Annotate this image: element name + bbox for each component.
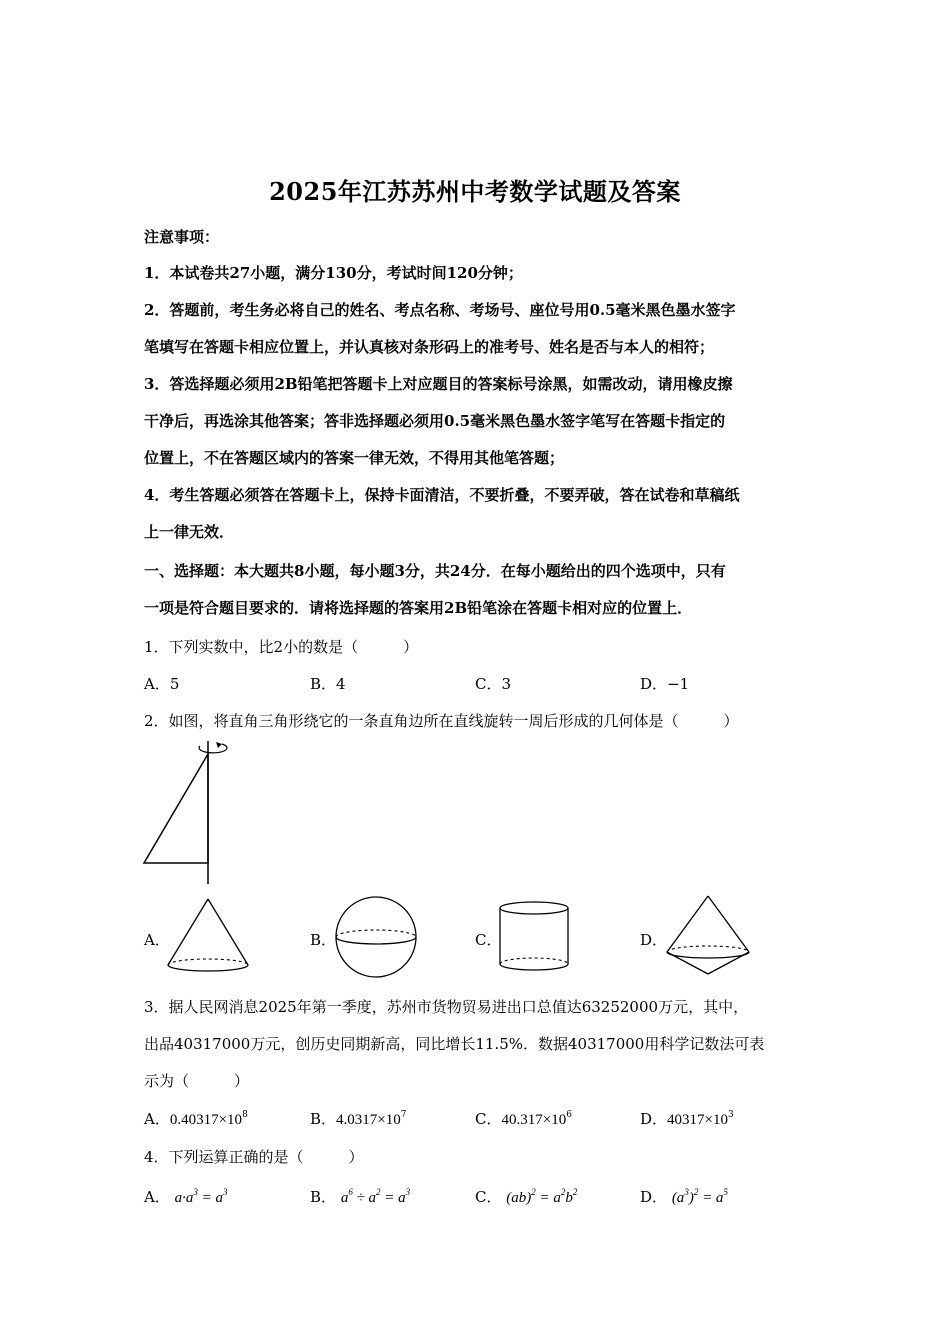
question-3-stem: 出品40317000万元，创历史同期新高，同比增长11.5%．数据40317000用科学记数法可表 xyxy=(144,1035,765,1053)
option-formula: $(a^3)^2 = a^5$ xyxy=(671,1187,728,1206)
option-label: D． xyxy=(640,1188,668,1206)
option-label: B． xyxy=(310,1110,337,1128)
q2-option-d-label: D． xyxy=(640,931,668,949)
q1-option-a: A．5 xyxy=(144,675,180,693)
q3-option-c xyxy=(475,1108,572,1129)
q4-option-b xyxy=(310,1186,410,1207)
option-exponent: 8 xyxy=(242,1110,248,1120)
option-exponent: 3 xyxy=(728,1110,734,1120)
sphere-figure xyxy=(330,894,422,980)
right-triangle-rotation-figure xyxy=(140,738,240,888)
note-line: 干净后，再选涂其他答案；答非选择题必须用0.5毫米黑色墨水签字笔写在答题卡指定的 xyxy=(144,412,726,430)
q3-option-b xyxy=(310,1108,406,1129)
option-label: C． xyxy=(475,1110,502,1128)
page-title: 2025年江苏苏州中考数学试题及答案 xyxy=(269,177,681,206)
option-value: 40.317×10 xyxy=(501,1112,567,1128)
option-label: A． xyxy=(144,1110,170,1128)
q3-option-a xyxy=(144,1108,248,1129)
option-value: 0.40317×10 xyxy=(169,1112,243,1128)
q2-option-a-label: A． xyxy=(144,931,170,949)
q2-option-c-label: C． xyxy=(475,931,502,949)
double-cone-figure xyxy=(662,892,754,978)
option-label: C． xyxy=(475,1188,502,1206)
option-exponent: 6 xyxy=(566,1110,572,1120)
option-exponent: 7 xyxy=(400,1110,407,1120)
cylinder-figure xyxy=(494,896,574,976)
note-line: 1．本试卷共27小题，满分130分，考试时间120分钟； xyxy=(144,264,523,282)
option-formula: $a^6 \div a^2 = a^3$ xyxy=(340,1187,411,1206)
cone-figure xyxy=(162,895,254,977)
note-line: 2．答题前，考生务必将自己的姓名、考点名称、考场号、座位号用0.5毫米黑色墨水签字 xyxy=(144,301,736,319)
question-3-stem: 3．据人民网消息2025年第一季度，苏州市货物贸易进出口总值达63252000万元，其中， xyxy=(144,998,749,1016)
note-line: 笔填写在答题卡相应位置上，并认真核对条形码上的准考号、姓名是否与本人的相符； xyxy=(144,338,715,356)
question-1-stem: 1．下列实数中，比2小的数是（ ） xyxy=(144,638,419,656)
option-formula: $(ab)^2 = a^2b^2$ xyxy=(506,1187,578,1206)
q1-option-b: B．4 xyxy=(310,675,346,693)
section-heading: 一项是符合题目要求的．请将选择题的答案用2B铅笔涂在答题卡相对应的位置上． xyxy=(144,599,693,617)
q1-option-c: C．3 xyxy=(475,675,512,693)
q4-option-d xyxy=(640,1186,728,1207)
option-label: D． xyxy=(640,1110,668,1128)
option-label: B． xyxy=(310,1188,337,1206)
notes-heading: 注意事项： xyxy=(144,228,220,246)
option-value: 40317×10 xyxy=(667,1112,728,1128)
q1-option-d: D．−1 xyxy=(640,675,690,693)
note-line: 上一律无效． xyxy=(144,523,235,541)
note-line: 位置上，不在答题区域内的答案一律无效，不得用其他笔答题； xyxy=(144,449,565,467)
q2-option-b-label: B． xyxy=(310,931,337,949)
note-line: 4．考生答题必须答在答题卡上，保持卡面清洁，不要折叠，不要弄破，答在试卷和草稿纸 xyxy=(144,486,740,504)
question-4-stem: 4．下列运算正确的是（ ） xyxy=(144,1148,364,1166)
option-formula: $a\cdot a^3 = a^3$ xyxy=(174,1187,228,1206)
question-3-stem: 示为（ ） xyxy=(144,1072,250,1090)
q4-option-a xyxy=(144,1186,228,1207)
question-2-stem: 2．如图，将直角三角形绕它的一条直角边所在直线旋转一周后形成的几何体是（ ） xyxy=(144,712,739,730)
option-value: 4.0317×10 xyxy=(336,1112,401,1128)
q3-option-d xyxy=(640,1108,734,1129)
option-label: A． xyxy=(144,1188,170,1206)
note-line: 3．答选择题必须用2B铅笔把答题卡上对应题目的答案标号涂黑，如需改动，请用橡皮擦 xyxy=(144,375,733,393)
section-heading: 一、选择题：本大题共8小题，每小题3分，共24分．在每小题给出的四个选项中，只有 xyxy=(144,562,726,580)
q4-option-c xyxy=(475,1186,577,1207)
